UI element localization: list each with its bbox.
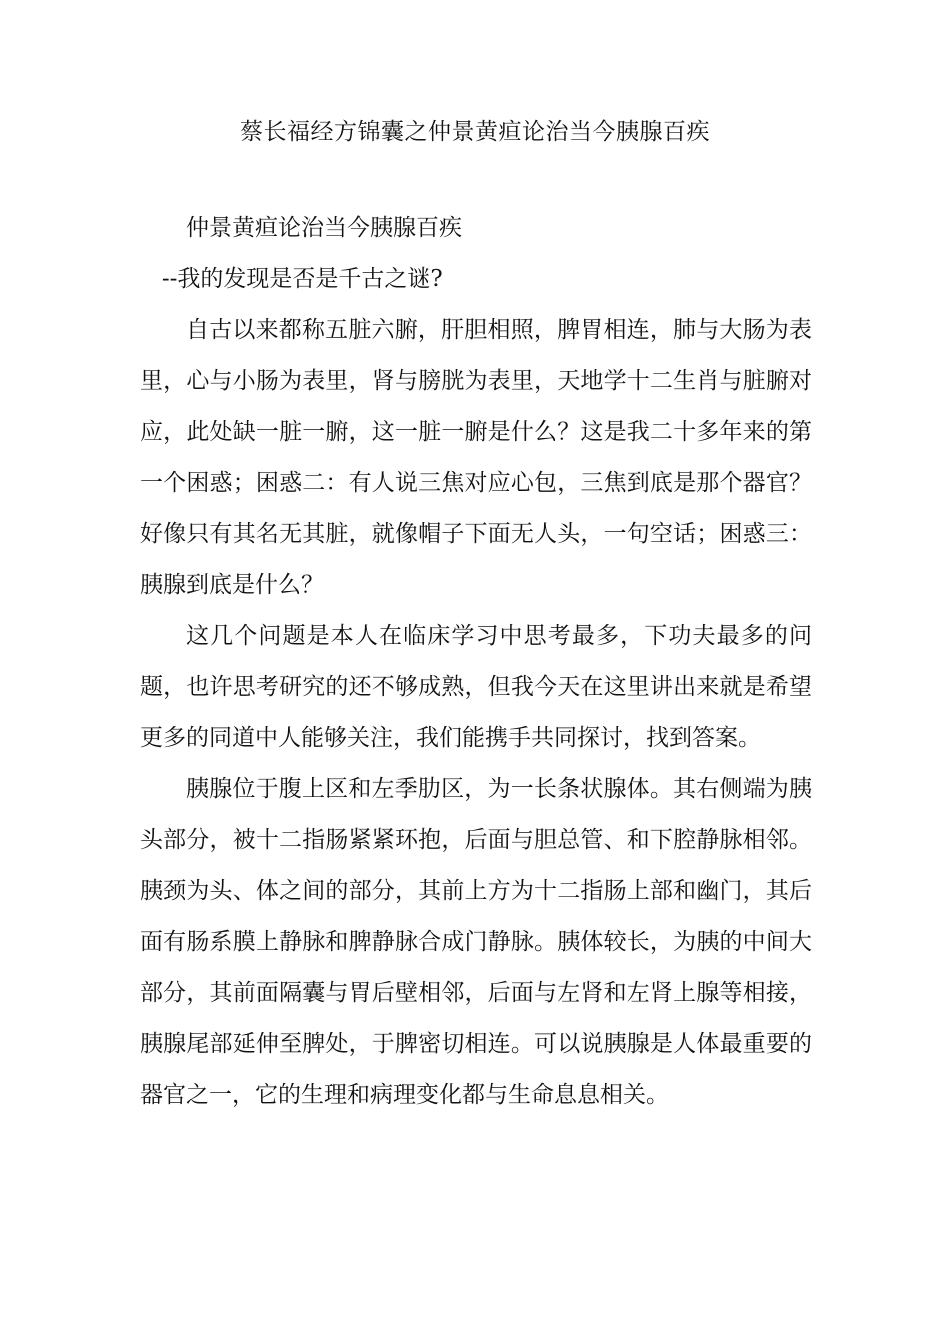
document-tagline: --我的发现是否是千古之谜? bbox=[161, 266, 443, 292]
document-subtitle: 仲景黄疸论治当今胰腺百疾 bbox=[186, 215, 462, 241]
document-title: 蔡长福经方锦囊之仲景黄疸论治当今胰腺百疾 bbox=[240, 119, 710, 145]
paragraph-1: 自古以来都称五脏六腑，肝胆相照，脾胃相连，肺与大肠为表里，心与小肠为表里，肾与膀胱为表里，天地学十二生肖与脏腑对应，此处缺一脏一腑，这一脏一腑是什么？这是我二十多年来的第一个困惑；困惑二：有人说三焦对应心包，三焦到底是那个器官？好像只有其名无其脏，就像帽子下面无人头，一句空话；困惑三：胰腺到底是什么？ bbox=[140, 317, 812, 598]
paragraph-2: 这几个问题是本人在临床学习中思考最多，下功夫最多的问题，也许思考研究的还不够成熟，但我今天在这里讲出来就是希望更多的同道中人能够关注，我们能携手共同探讨，找到答案。 bbox=[140, 623, 812, 751]
paragraph-3: 胰腺位于腹上区和左季肋区，为一长条状腺体。其右侧端为胰头部分，被十二指肠紧紧环抱，后面与胆总管、和下腔静脉相邻。胰颈为头、体之间的部分，其前上方为十二指肠上部和幽门，其后面有肠系膜上静脉和脾静脉合成门静脉。胰体较长，为胰的中间大部分，其前面隔囊与胃后壁相邻，后面与左肾和左肾上腺等相接，胰腺尾部延伸至脾处，于脾密切相连。可以说胰腺是人体最重要的器官之一，它的生理和病理变化都与生命息息相关。 bbox=[140, 776, 812, 1108]
document-body bbox=[140, 203, 812, 1121]
